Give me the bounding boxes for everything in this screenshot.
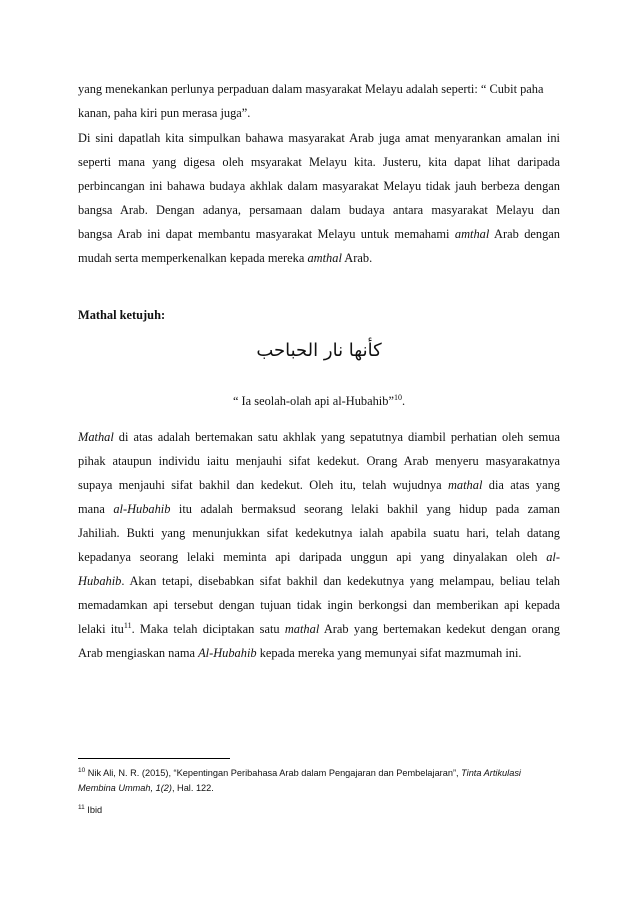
text-run: Arab yang bertemakan kedekut dengan orang xyxy=(319,622,561,636)
text-line xyxy=(78,497,560,521)
text-run: . Maka telah diciptakan satu xyxy=(131,622,285,636)
footnote-11 xyxy=(78,803,560,818)
text-run: dia atas yang xyxy=(482,478,560,492)
text-run: Arab mengiaskan nama xyxy=(78,646,199,660)
text-line: memadamkan api tersebut dengan tujuan tidak ingin berkongsi dan memberikan api kepada xyxy=(78,598,560,612)
text-run: bangsa Arab ini dapat membantu masyarakat Melayu untuk memahami xyxy=(78,227,455,241)
text-run: kepada mereka yang memunyai sifat mazmumah ini. xyxy=(256,646,522,660)
italic-term: amthal xyxy=(454,227,490,241)
text-line xyxy=(78,222,560,246)
text-run: Ibid xyxy=(84,805,103,815)
italic-term: Hubahib xyxy=(78,574,122,588)
italic-term: Membina Ummah, 1(2) xyxy=(78,783,172,793)
paragraph-explanation xyxy=(78,425,560,665)
text-run: mana xyxy=(78,502,114,516)
text-line xyxy=(78,617,560,641)
arabic-proverb: كأنها نار الحباحب xyxy=(256,340,382,361)
text-run: Arab. xyxy=(341,251,373,265)
text-line xyxy=(78,569,560,593)
text-line: pihak ataupun individu iaitu menjauhi sifat kedekut. Orang Arab menyeru masyarakatnya xyxy=(78,454,560,468)
text-run: lelaki itu xyxy=(78,622,124,636)
text-line xyxy=(78,641,560,665)
italic-term: mathal xyxy=(284,622,320,636)
text-line xyxy=(78,781,560,796)
italic-term: Mathal xyxy=(78,430,114,444)
text-line: yang menekankan perlunya perpaduan dalam masyarakat Melayu adalah seperti: “ Cubit paha xyxy=(78,82,544,96)
text-line: seperti mana yang digesa oleh msyarakat Melayu kita. Justeru, kita dapat lihat daripada xyxy=(78,155,560,169)
text-run: Nik Ali, N. R. (2015), “Kepentingan Peribahasa Arab dalam Pengajaran dan Pembelajaran”, xyxy=(85,768,462,778)
text-line: kanan, paha kiri pun merasa juga”. xyxy=(78,106,251,120)
text-run: supaya menjauhi sifat bakhil dan kedekut. Oleh itu, telah wujudnya xyxy=(78,478,448,492)
text-line xyxy=(78,473,560,497)
text-line xyxy=(78,766,560,781)
text-line xyxy=(78,246,560,270)
text-run: , Hal. 122. xyxy=(171,783,214,793)
text-run: . Akan tetapi, disebabkan sifat bakhil dan kedekutnya yang melampau, beliau telah xyxy=(121,574,560,588)
text-line: Jahiliah. Bukti yang menunjukkan sifat kedekutnya ialah apabila suatu hari, telah datang xyxy=(78,526,560,540)
footnote-ref: 11 xyxy=(123,620,132,630)
text-line: bangsa Arab. Dengan adanya, persamaan dalam budaya antara masyarakat Melayu dan xyxy=(78,203,560,217)
text-run: Arab dengan xyxy=(489,227,560,241)
italic-term: Al-Hubahib xyxy=(198,646,257,660)
italic-term: amthal xyxy=(307,251,342,265)
footnote-separator xyxy=(78,758,230,759)
section-heading: Mathal ketujuh: xyxy=(78,308,166,322)
italic-term: al- xyxy=(546,550,560,564)
italic-term: Tinta Artikulasi xyxy=(461,768,521,778)
paragraph-intro xyxy=(78,77,560,125)
paragraph-conclusion xyxy=(78,126,560,270)
text-line: Di sini dapatlah kita simpulkan bahawa masyarakat Arab juga amat menyarankan amalan ini xyxy=(78,131,560,145)
text-line xyxy=(78,545,560,569)
proverb-translation xyxy=(0,394,638,409)
translation-text: “ Ia seolah-olah api al-Hubahib” xyxy=(232,394,394,408)
text-run: mudah serta memperkenalkan kepada mereka xyxy=(78,251,308,265)
italic-term: al-Hubahib xyxy=(113,502,171,516)
text-line xyxy=(78,803,560,818)
footnote-10 xyxy=(78,766,560,796)
italic-term: mathal xyxy=(447,478,483,492)
text-run: di atas adalah bertemakan satu akhlak yang sepatutnya diambil perhatian oleh semua xyxy=(113,430,560,444)
footnote-ref: 10 xyxy=(393,392,402,402)
footnote-number: 10 xyxy=(78,766,86,774)
text-run: kepadanya seorang lelaki meminta api daripada unggun api yang dinyalakan oleh xyxy=(78,550,547,564)
text-line xyxy=(78,425,560,449)
footnote-number: 11 xyxy=(78,803,85,811)
text-line: perbincangan ini bahawa budaya akhlak dalam masyarakat Melayu tidak jauh berbeza dengan xyxy=(78,179,560,193)
text-run: . xyxy=(401,394,406,408)
text-run: itu adalah bermaksud seorang lelaki bakhil yang hidup pada zaman xyxy=(170,502,561,516)
